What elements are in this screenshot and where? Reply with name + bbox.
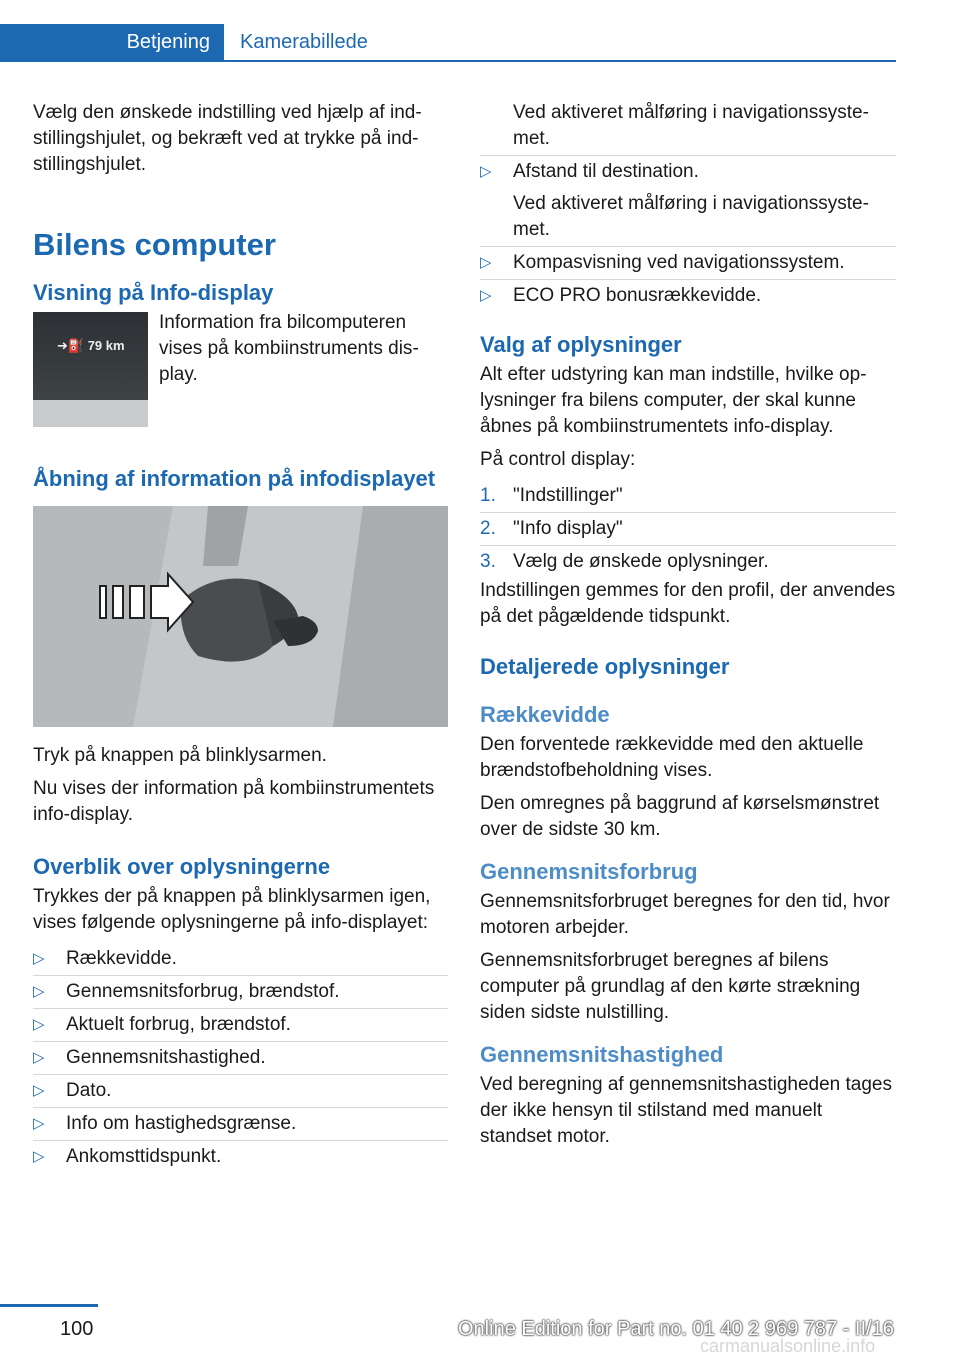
heading-aabning: Åbning af information på infodisplayet bbox=[33, 466, 436, 491]
list-item: ▷ Afstand til destination. Ved aktiveret målføring i navigationssystemet. bbox=[480, 156, 896, 247]
heading-gennemsnitsforbrug: Gennemsnitsforbrug bbox=[480, 859, 698, 884]
heading-gennemsnitshastighed: Gennemsnitshastighed bbox=[480, 1042, 724, 1067]
triangle-bullet-icon: ▷ bbox=[33, 1016, 45, 1033]
step-item: 1. "Indstillinger" bbox=[480, 480, 896, 513]
list-item-continued: Ved aktiveret målføring i navigationssystemet. bbox=[480, 100, 896, 156]
intro-paragraph: Vælg den ønskede indstilling ved hjælp af indstillingshjulet, og bekræft ved at trykke på indstillingshjulet. bbox=[33, 102, 422, 175]
paragraph-alt-efter: Alt efter udstyring kan man indstille, hvilke oplysninger fra bilens computer, der skal kunne åbnes på kombiinstrumentets info-display. bbox=[480, 364, 867, 437]
heading-valg: Valg af oplysninger bbox=[480, 332, 682, 357]
right-column bbox=[480, 100, 896, 1157]
tab-betjening[interactable]: Betjening bbox=[0, 24, 224, 60]
page-number: 100 bbox=[60, 1318, 94, 1340]
list-item: ▷ Gennemsnitsforbrug, brændstof. bbox=[33, 976, 448, 1009]
list-item: ▷ Rækkevidde. bbox=[33, 943, 448, 976]
heading-overblik: Overblik over oplysningerne bbox=[33, 854, 331, 879]
edition-text: Online Edition for Part no. 01 40 2 969 787 - II/16 bbox=[458, 1318, 894, 1340]
list-item: ▷ Info om hastighedsgrænse. bbox=[33, 1108, 448, 1141]
info-display-block bbox=[33, 310, 448, 438]
range-readout: ➜⛽ 79 km bbox=[57, 338, 125, 353]
triangle-bullet-icon: ▷ bbox=[33, 983, 45, 1000]
list-item: ▷ ECO PRO bonusrækkevidde. bbox=[480, 280, 896, 312]
list-item: ▷ Gennemsnitshastighed. bbox=[33, 1042, 448, 1075]
triangle-bullet-icon: ▷ bbox=[480, 287, 492, 304]
triangle-bullet-icon: ▷ bbox=[33, 1148, 45, 1165]
paragraph-trykkes: Trykkes der på knappen på blinklysarmen igen, vises følgende oplysningerne på info-displayet: bbox=[33, 886, 431, 933]
triangle-bullet-icon: ▷ bbox=[33, 1082, 45, 1099]
triangle-bullet-icon: ▷ bbox=[33, 950, 45, 967]
paragraph-tryk: Tryk på knappen på blinklysarmen. bbox=[33, 745, 327, 766]
paragraph-raekkevidde-1: Den forventede rækkevidde med den aktuelle brændstofbeholdning vises. bbox=[480, 734, 864, 781]
step-item: 2. "Info display" bbox=[480, 513, 896, 546]
steps-list bbox=[480, 480, 896, 578]
watermark: carmanualsonline.info bbox=[700, 1336, 876, 1356]
paragraph-gemmes: Indstillingen gemmes for den profil, der anvendes på det pågældende tidspunkt. bbox=[480, 580, 896, 627]
lever-illustration bbox=[33, 506, 448, 727]
list-item: ▷ Dato. bbox=[33, 1075, 448, 1108]
footer-rule bbox=[0, 1304, 98, 1307]
paragraph-nu-vises: Nu vises der information på kombiinstrumentets info-display. bbox=[33, 778, 435, 825]
header-bar bbox=[0, 24, 896, 62]
triangle-bullet-icon: ▷ bbox=[33, 1115, 45, 1132]
overview-list bbox=[33, 943, 448, 1173]
section-title-bilens-computer: Bilens computer bbox=[33, 227, 276, 262]
tab-kamerabillede[interactable]: Kamerabillede bbox=[240, 30, 368, 53]
info-display-image bbox=[33, 312, 148, 427]
triangle-bullet-icon: ▷ bbox=[480, 163, 492, 180]
heading-detaljerede: Detaljerede oplysninger bbox=[480, 654, 730, 679]
paragraph-forbrug-1: Gennemsnitsforbruget beregnes for den tid, hvor motoren arbejder. bbox=[480, 891, 890, 938]
step-item: 3. Vælg de ønskede oplysninger. bbox=[480, 551, 769, 572]
turn-signal-lever-figure bbox=[33, 506, 448, 727]
display-description: Information fra bilcomputeren vises på kombiinstruments display. bbox=[159, 312, 419, 385]
paragraph-raekkevidde-2: Den omregnes på baggrund af kørselsmønstret over de sidste 30 km. bbox=[480, 793, 880, 840]
heading-visning: Visning på Info-display bbox=[33, 280, 274, 305]
heading-raekkevidde: Rækkevidde bbox=[480, 702, 610, 727]
paragraph-forbrug-2: Gennemsnitsforbruget beregnes af bilens computer på grundlag af den kørte strækning siden sidste nulstilling. bbox=[480, 950, 861, 1023]
overview-list-continued bbox=[480, 100, 896, 312]
list-item: ▷ Ankomsttidspunkt. bbox=[33, 1141, 448, 1173]
paragraph-hastighed: Ved beregning af gennemsnitshastigheden tages der ikke hensyn til stilstand med manuelt standset motor. bbox=[480, 1074, 892, 1147]
paragraph-control-display: På control display: bbox=[480, 449, 636, 470]
left-column bbox=[33, 100, 448, 1173]
list-item: ▷ Aktuelt forbrug, brændstof. bbox=[33, 1009, 448, 1042]
triangle-bullet-icon: ▷ bbox=[480, 254, 492, 271]
list-item: ▷ Kompasvisning ved navigationssystem. bbox=[480, 247, 896, 280]
triangle-bullet-icon: ▷ bbox=[33, 1049, 45, 1066]
